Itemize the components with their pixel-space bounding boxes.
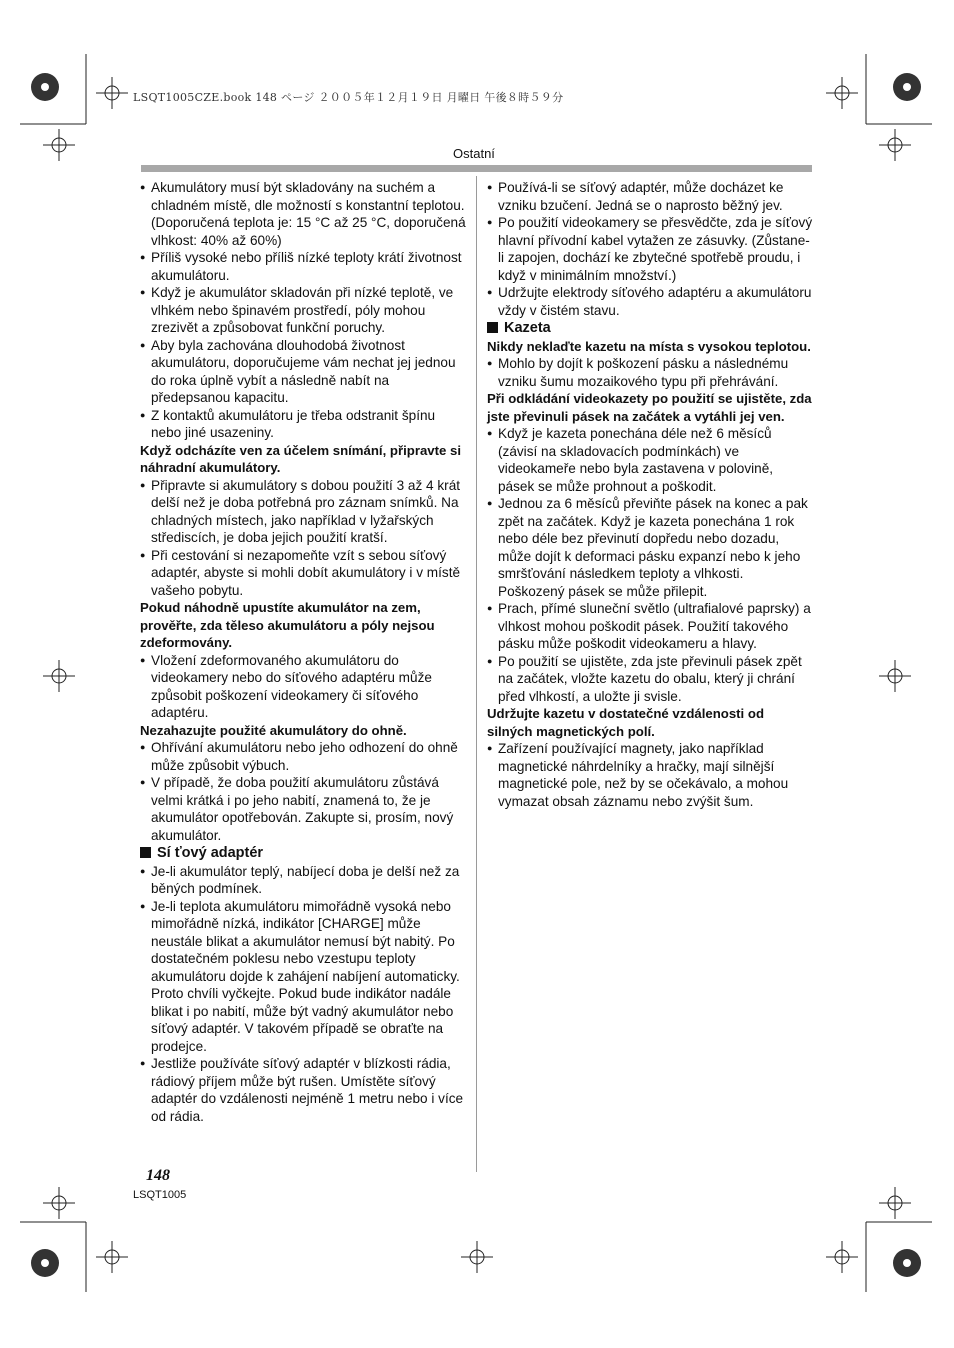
list-item: ● Z kontaktů akumulátoru je třeba odstranit špínu nebo jiné usazeniny. <box>140 407 466 442</box>
list-item: ● Připravte si akumulátory s dobou použití 3 až 4 krát delší než je doba potřebná pro záznam snímků. Na chladných místech, jako například v lyžařských střediscích, je doba jejich použití kratší. <box>140 477 466 547</box>
bold-note: Při odkládání videokazety po použití se ujistěte, zda jste převinuli pásek na začátek a vytáhli jej ven. <box>487 391 812 424</box>
list-item: ● Ohřívání akumulátoru nebo jeho odhození do ohně může způsobit výbuch. <box>140 739 466 774</box>
list-item: ● Prach, přímé sluneční světlo (ultrafialové paprsky) a vlhkost mohou poškodit pásek. Použití takového pásku může poškodit videokameru a hlavy. <box>487 600 813 653</box>
bold-note: Když odcházíte ven za účelem snímání, připravte si náhradní akumulátory. <box>140 442 462 475</box>
list-item: ● Je-li akumulátor teplý, nabíjecí doba je delší než za běných podmínek. <box>140 863 466 898</box>
list-item: ● Aby byla zachována dlouhodobá životnost akumulátoru, doporučujeme vám nechat jej jednou do roka úplně vybít a následně nabít na předepsanou kapacitu. <box>140 337 466 407</box>
list-item: ● Po použití videokamery se přesvědčte, zda je síťový hlavní přívodní kabel vytažen ze zásuvky. (Zůstane-li zapojen, dochází ke zbytečné spotřebě proudu, i když v minimálním množství.) <box>487 214 813 284</box>
list-item: ● Po použití se ujistěte, zda jste převinuli pásek zpět na začátek, vložte kazetu do obalu, který ji chrání před vlhkostí, a uložte ji svisle. <box>487 653 813 706</box>
bold-note: Nezahazujte použité akumulátory do ohně. <box>140 722 407 738</box>
list-item: ● Je-li teplota akumulátoru mimořádně vysoká nebo mimořádně nízká, indikátor [CHARGE] může neustále blikat a akumulátor nemusí být nabitý. Po dostatečném poklesu nebo vzestupu teploty akumulátoru dojde k zahájení nabíjení automaticky. Proto chvíli vyčkejte. Pokud bude indikátor nadále blikat i po nabití, může být vadný akumulátor nebo síťový adaptér. V takovém případě se obraťte na prodejce. <box>140 898 466 1056</box>
list-item: ● Používá-li se síťový adaptér, může docházet ke vzniku bzučení. Jedná se o naprosto běžný jev. <box>487 179 813 214</box>
list-item: ● Při cestování si nezapomeňte vzít s sebou síťový adaptér, abyste si mohli dobít akumulátory i v místě vašeho pobytu. <box>140 547 466 600</box>
list-item: ● Jednou za 6 měsíců převiňte pásek na konec a pak zpět na začátek. Když je kazeta ponechána 1 rok nebo déle bez převinutí dopředu nebo dozadu, může dojít k deformaci pásku expanzí nebo k jeho smršťování následkem teploty a vlhkosti. Poškozený pásek se může přilepit. <box>487 495 813 600</box>
list-item: ● Příliš vysoké nebo příliš nízké teploty krátí životnost akumulátoru. <box>140 249 466 284</box>
list-item: ● V případě, že doba použití akumulátoru zůstává velmi krátká i po jeho nabití, znamená to, že je akumulátor opotřebován. Zakupte si, prosím, nový akumulátor. <box>140 774 466 844</box>
list-item: ● Udržujte elektrody síťového adaptéru a akumulátoru vždy v čistém stavu. <box>487 284 813 319</box>
list-item: ● Akumulátory musí být skladovány na suchém a chladném místě, dle možností s konstantní teplotou. (Doporučená teplota je: 15 °C až 25 °C, doporučená vlhkost: 40% až 60%) <box>140 179 466 249</box>
list-item: ● Vložení zdeformovaného akumulátoru do videokamery nebo do síťového adaptéru může způsobit poškození videokamery či síťového adaptéru. <box>140 652 466 722</box>
heading-text: Sí ťový adaptér <box>157 845 264 861</box>
list-item: ● Jestliže používáte síťový adaptér v blízkosti rádia, rádiový příjem může být rušen. Umístěte síťový adaptér do vzdálenosti nejméně 1 metru nebo i více od rádia. <box>140 1055 466 1125</box>
list-item: ● Když je kazeta ponechána déle než 6 měsíců (závisí na skladovacích podmínkách) ve videokameře nebo byla zastavena v polovině, pásek se může prohnout a poškodit. <box>487 425 813 495</box>
bold-note: Udržujte kazetu v dostatečné vzdálenosti od silných magnetických polí. <box>487 706 764 739</box>
list-item: ● Mohlo by dojít k poškození pásku a následnému vzniku šumu mozaikového typu při přehrávání. <box>487 355 813 390</box>
document-code: LSQT1005 <box>133 1189 187 1201</box>
print-header: LSQT1005CZE.book 148 ページ ２００５年１２月１９日 月曜日 午後８時５９分 <box>133 91 564 104</box>
page-number: 148 <box>146 1167 170 1184</box>
list-item: ● Zařízení používající magnety, jako například magnetické náhrdelníky a hračky, mají silnější magnetické pole, než by se očekávalo, a mohou vymazat obsah záznamu nebo zvýšit šum. <box>487 740 813 810</box>
list-item: ● Když je akumulátor skladován při nízké teplotě, ve vlhkém nebo špinavém prostředí, póly mohou zrezivět a způsobovat funkční poruchy. <box>140 284 466 337</box>
bold-note: Pokud náhodně upustíte akumulátor na zem, prověřte, zda těleso akumulátoru a póly nejsou zdeformovány. <box>140 600 435 650</box>
bold-note: Nikdy neklaďte kazetu na místa s vysokou teplotou. <box>487 338 811 354</box>
heading-text: Kazeta <box>504 320 551 336</box>
section-title: Ostatní <box>453 146 495 161</box>
